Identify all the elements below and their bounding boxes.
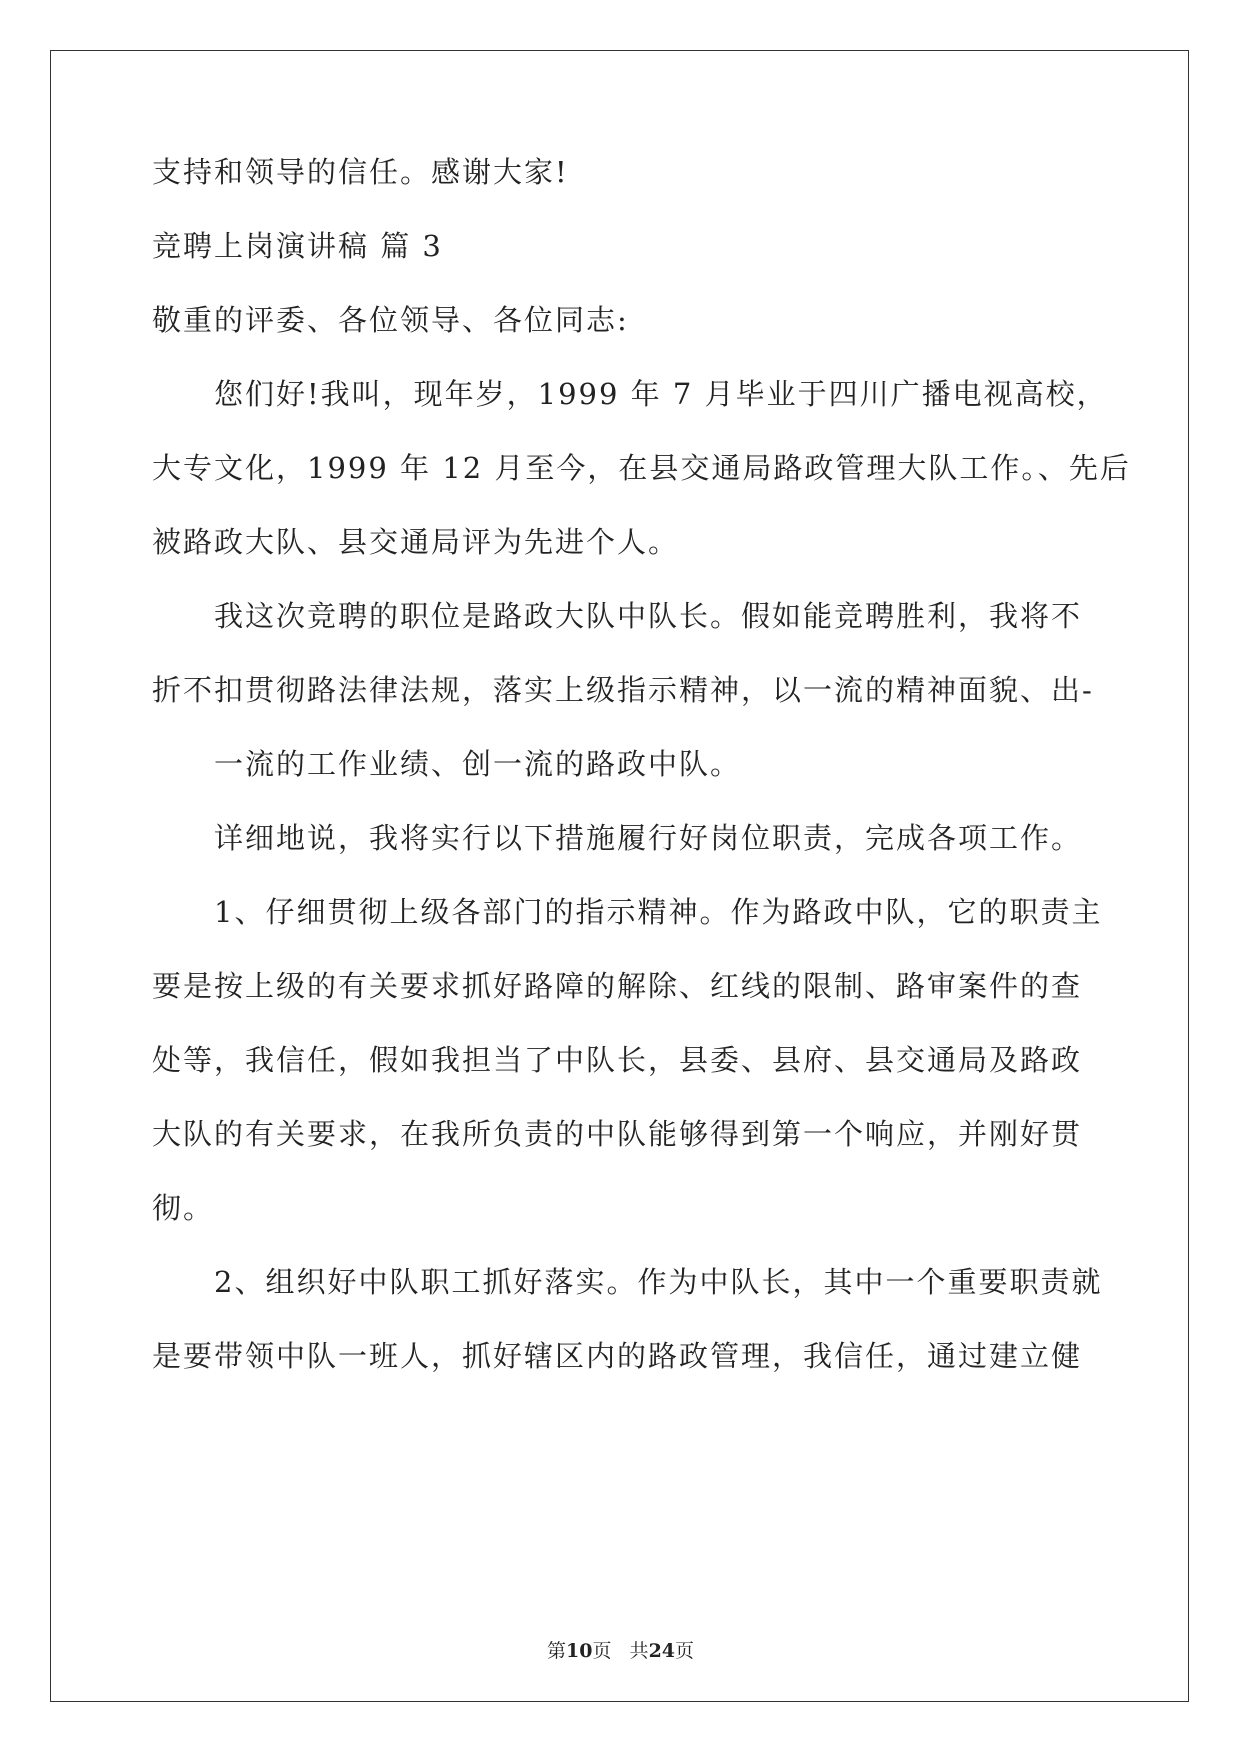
body-line-4: 您们好!我叫，现年岁，1999 年 7 月毕业于四川广播电视高校， [214, 377, 1108, 411]
body-line-5: 大专文化，1999 年 12 月至今，在县交通局路政管理大队工作。、先后 [152, 451, 1131, 485]
page-border [50, 50, 1189, 1702]
body-line-13: 处等，我信任，假如我担当了中队长，县委、县府、县交通局及路政 [152, 1043, 1083, 1077]
body-line-8: 折不扣贯彻路法律法规，落实上级指示精神，以一流的精神面貌、出- [152, 673, 1094, 707]
body-line-14: 大队的有关要求，在我所负责的中队能够得到第一个响应，并刚好贯 [152, 1117, 1083, 1151]
body-line-15: 彻。 [152, 1191, 215, 1225]
body-line-1: 支持和领导的信任。感谢大家! [152, 155, 569, 189]
salutation: 敬重的评委、各位领导、各位同志: [152, 303, 629, 337]
body-line-6: 被路政大队、县交通局评为先进个人。 [152, 525, 680, 559]
body-line-12: 要是按上级的有关要求抓好路障的解除、红线的限制、路审案件的查 [152, 969, 1083, 1003]
body-line-16: 2、组织好中队职工抓好落实。作为中队长，其中一个重要职责就 [214, 1265, 1103, 1299]
footer-prefix: 第 [546, 1640, 566, 1662]
current-page-number: 10 [565, 1640, 593, 1662]
section-heading: 竞聘上岗演讲稿 篇 3 [152, 229, 443, 263]
body-line-9: 一流的工作业绩、创一流的路政中队。 [214, 747, 742, 781]
footer-middle: 页 共 [592, 1640, 649, 1662]
body-line-11: 1、仔细贯彻上级各部门的指示精神。作为路政中队，它的职责主 [214, 895, 1103, 929]
footer-suffix: 页 [675, 1640, 695, 1662]
total-page-number: 24 [648, 1640, 676, 1662]
body-line-17: 是要带领中队一班人，抓好辖区内的路政管理，我信任，通过建立健 [152, 1339, 1083, 1373]
page-footer [0, 1636, 1241, 1663]
body-line-7: 我这次竞聘的职位是路政大队中队长。假如能竞聘胜利，我将不 [214, 599, 1083, 633]
body-line-10: 详细地说，我将实行以下措施履行好岗位职责，完成各项工作。 [214, 821, 1083, 855]
